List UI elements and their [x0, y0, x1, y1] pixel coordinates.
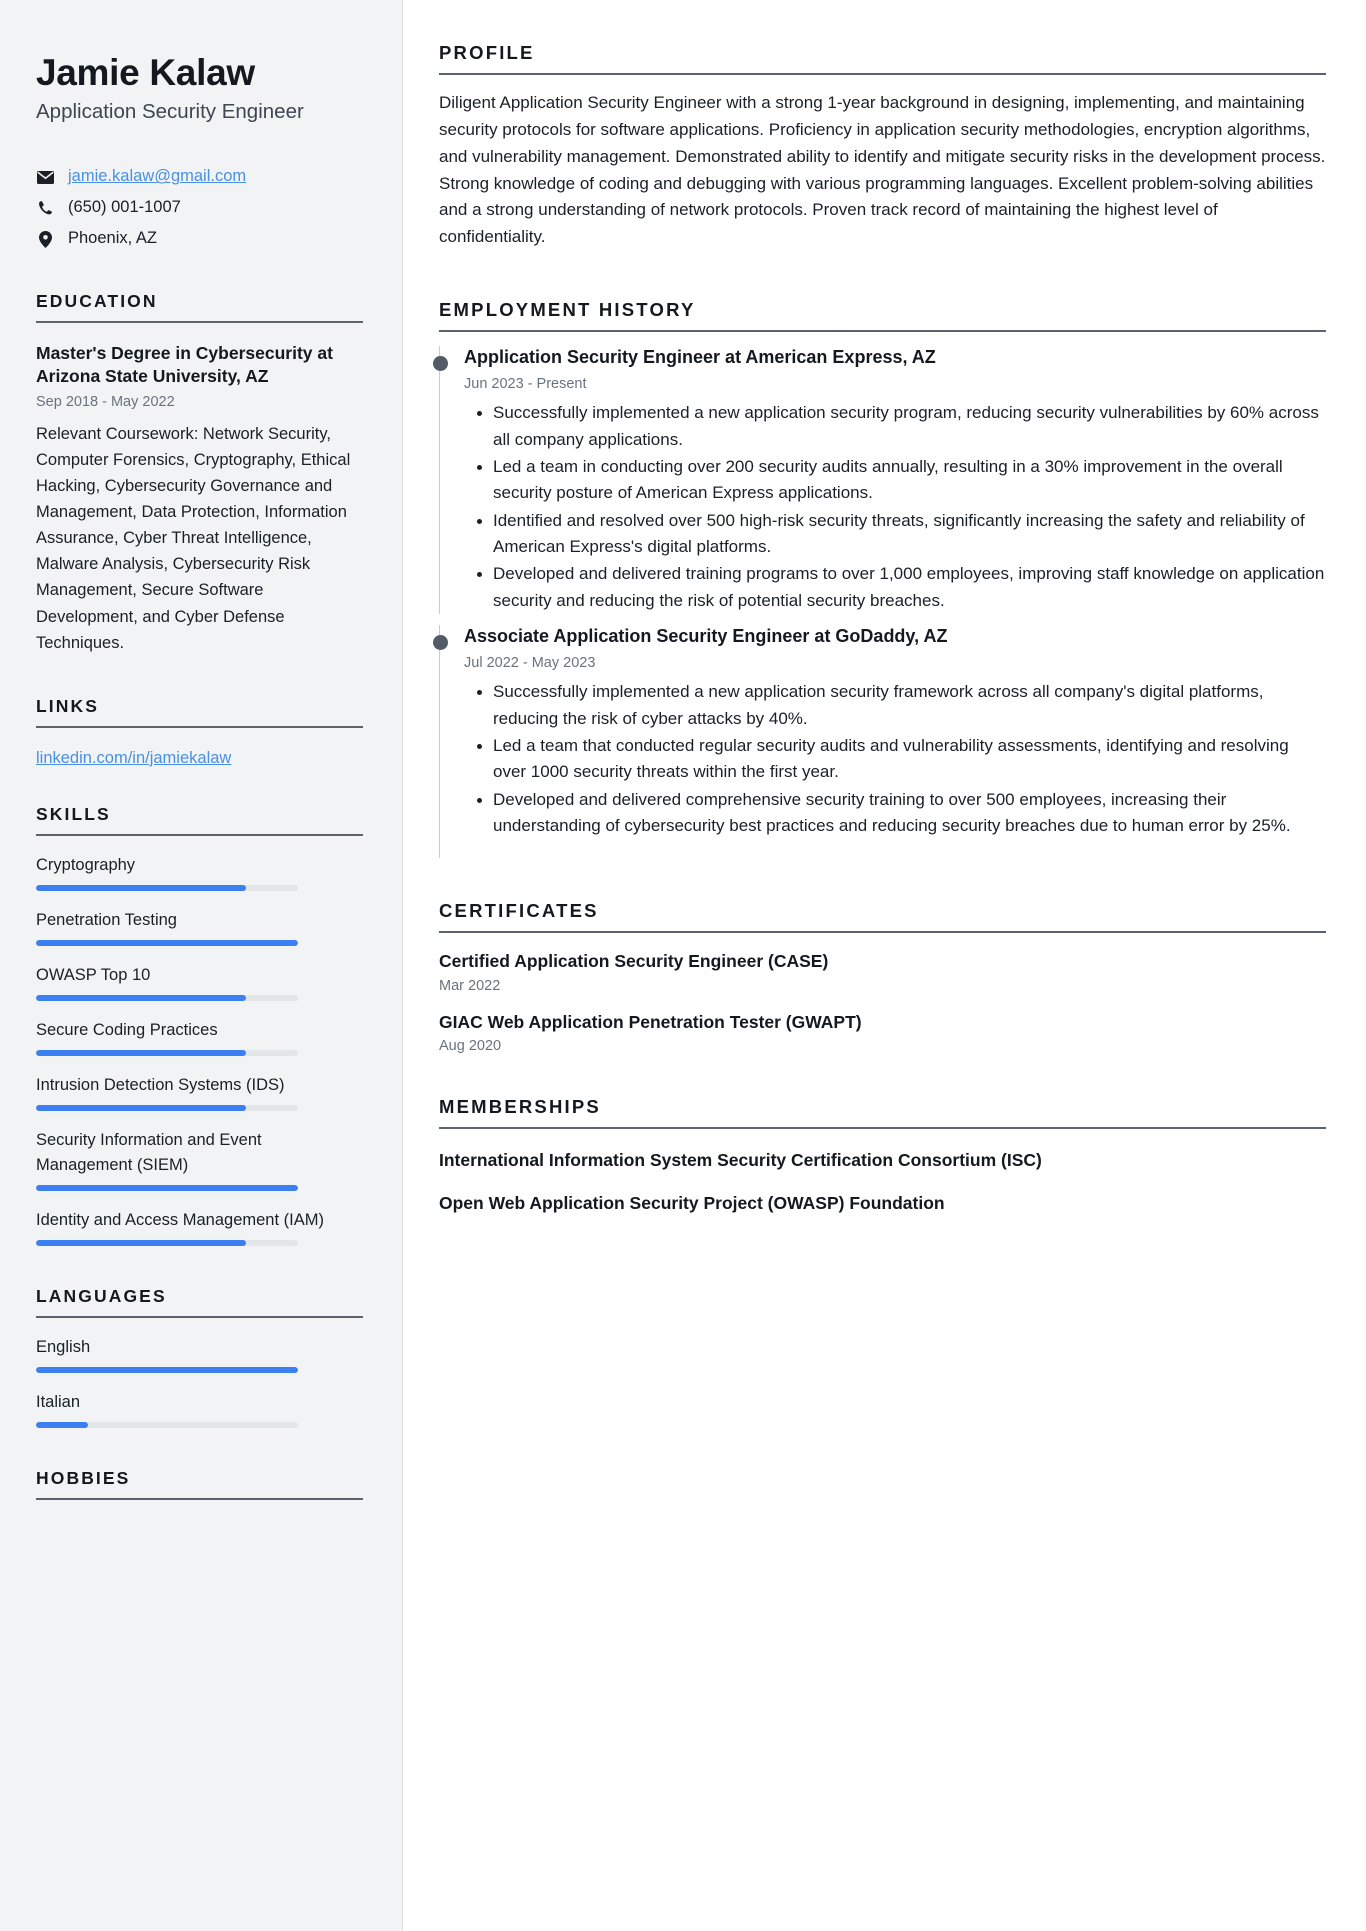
certificate-date: Aug 2020	[439, 1037, 502, 1054]
job-title: Associate Application Security Engineer at GoDaddy, AZ	[464, 626, 948, 647]
membership-item: International Information System Security Certification Consortium (ISC)	[439, 1149, 1042, 1170]
skill-bar-fill	[36, 995, 246, 1001]
job-dates: Jul 2022 - May 2023	[464, 654, 596, 671]
skill-bar-fill	[36, 1185, 298, 1191]
job-bullet: Successfully implemented a new application security program, reducing security vulnerabilities by 60% across all company applications.	[491, 400, 1326, 453]
certificate-name: Certified Application Security Engineer (CASE)	[439, 951, 829, 972]
phone-text: (650) 001-1007	[68, 198, 181, 217]
links-heading: LINKS	[36, 695, 99, 716]
certificate-item	[439, 1011, 1326, 1054]
language-label: English	[36, 1338, 91, 1357]
profile-heading: PROFILE	[439, 42, 535, 63]
memberships-rule	[439, 1127, 1326, 1129]
envelope-icon	[36, 171, 55, 184]
job-bullet: Successfully implemented a new application security framework across all company's digital platforms, reducing the risk of cyber attacks by 40%.	[491, 679, 1326, 732]
skill-bar-track	[36, 995, 298, 1001]
certificate-name: GIAC Web Application Penetration Tester (GWAPT)	[439, 1011, 862, 1032]
education-dates: Sep 2018 - May 2022	[36, 394, 175, 411]
skill-bar-track	[36, 1185, 298, 1191]
contact-location-row	[36, 227, 362, 251]
skill-item	[36, 908, 362, 946]
skill-item	[36, 1073, 362, 1111]
employment-entry	[439, 625, 1326, 858]
contact-phone-row	[36, 196, 362, 220]
skill-bar-fill	[36, 885, 246, 891]
job-title: Application Security Engineer at American Express, AZ	[464, 347, 936, 368]
section-hobbies	[36, 1468, 362, 1500]
skill-label: Security Information and Event Management (SIEM)	[36, 1131, 262, 1175]
timeline-dot-icon	[433, 635, 448, 650]
skill-item	[36, 1018, 362, 1056]
language-bar-track	[36, 1367, 298, 1373]
education-item	[36, 342, 362, 656]
section-skills	[36, 804, 362, 1247]
section-education	[36, 291, 362, 656]
language-item	[36, 1390, 362, 1428]
education-rule	[36, 321, 363, 323]
certificate-date: Mar 2022	[439, 977, 501, 994]
linkedin-link[interactable]: linkedin.com/in/jamiekalaw	[36, 748, 232, 767]
skill-label: Identity and Access Management (IAM)	[36, 1211, 324, 1230]
contact-list	[36, 165, 362, 251]
links-rule	[36, 726, 363, 728]
section-memberships	[439, 1096, 1326, 1216]
memberships-heading: MEMBERSHIPS	[439, 1095, 601, 1117]
contact-email-row[interactable]	[36, 165, 362, 189]
skill-item	[36, 963, 362, 1001]
language-bar-fill	[36, 1367, 298, 1373]
language-item	[36, 1335, 362, 1373]
skill-bar-track	[36, 885, 298, 891]
job-bullet-list	[464, 400, 1326, 614]
skills-heading: SKILLS	[36, 803, 111, 824]
resume-sidebar	[0, 0, 403, 1931]
skill-label: Penetration Testing	[36, 910, 177, 929]
education-description: Relevant Coursework: Network Security, Computer Forensics, Cryptography, Ethical Hacking, Cybersecurity Governance and Management, Data Protection, Information Assurance, Cyber Threat Intelligence, Malware Analysis, Cybersecurity Risk Management, Secure Software Development, and Cyber Defense Techniques.	[36, 425, 351, 652]
language-label: Italian	[36, 1393, 81, 1412]
hobbies-heading: HOBBIES	[36, 1468, 131, 1489]
skill-bar-track	[36, 1105, 298, 1111]
skill-label: OWASP Top 10	[36, 965, 151, 984]
section-profile	[439, 42, 1326, 251]
resume-main	[403, 0, 1366, 1931]
certificates-heading: CERTIFICATES	[439, 900, 599, 922]
skill-bar-track	[36, 1050, 298, 1056]
education-degree: Master's Degree in Cybersecurity at Arizona State University, AZ	[36, 343, 333, 387]
job-bullet-list	[464, 679, 1326, 839]
job-dates: Jun 2023 - Present	[464, 375, 587, 392]
phone-icon	[36, 200, 55, 216]
employment-rule	[439, 330, 1326, 332]
skill-bar-fill	[36, 1105, 246, 1111]
employment-heading: EMPLOYMENT HISTORY	[439, 299, 696, 321]
membership-item: Open Web Application Security Project (OWASP) Foundation	[439, 1193, 945, 1214]
certificates-rule	[439, 931, 1326, 933]
employment-timeline	[439, 346, 1326, 858]
job-bullet: Led a team that conducted regular security audits and vulnerability assessments, identifying and resolving over 1000 security threats within the first year.	[491, 733, 1326, 786]
skill-bar-fill	[36, 1240, 246, 1246]
skill-label: Secure Coding Practices	[36, 1020, 218, 1039]
candidate-name: Jamie Kalaw	[36, 52, 255, 93]
skill-item	[36, 1128, 362, 1191]
language-bar-fill	[36, 1422, 88, 1428]
skill-bar-track	[36, 1240, 298, 1246]
skill-bar-track	[36, 940, 298, 946]
skill-label: Cryptography	[36, 855, 136, 874]
skill-bar-fill	[36, 1050, 246, 1056]
job-bullet: Led a team in conducting over 200 security audits annually, resulting in a 30% improvement in the overall security posture of American Express applications.	[491, 454, 1326, 507]
employment-entry	[439, 346, 1326, 614]
job-bullet: Developed and delivered training programs to over 1,000 employees, improving staff knowledge on application security and reducing the risk of potential security breaches.	[491, 561, 1326, 614]
profile-text: Diligent Application Security Engineer with a strong 1-year background in designing, implementing, and maintaining security protocols for software applications. Proficiency in application security methodologies, encryption algorithms, and vulnerability management. Demonstrated ability to identify and mitigate security risks in the development process. Strong knowledge of coding and debugging with various programming languages. Excellent problem-solving abilities and a strong understanding of network protocols. Proven track record of maintaining the highest level of confidentiality.	[439, 93, 1326, 247]
job-bullet: Identified and resolved over 500 high-risk security threats, significantly increasing the safety and reliability of American Express's digital platforms.	[491, 508, 1326, 561]
certificate-item	[439, 950, 1326, 993]
languages-rule	[36, 1316, 363, 1318]
candidate-job-title: Application Security Engineer	[36, 100, 304, 124]
map-pin-icon	[36, 231, 55, 248]
timeline-dot-icon	[433, 356, 448, 371]
location-text: Phoenix, AZ	[68, 229, 157, 248]
hobbies-rule	[36, 1498, 363, 1500]
languages-heading: LANGUAGES	[36, 1286, 167, 1307]
section-languages	[36, 1286, 362, 1428]
skill-item	[36, 853, 362, 891]
section-employment-history	[439, 299, 1326, 858]
education-heading: EDUCATION	[36, 291, 158, 312]
job-bullet: Developed and delivered comprehensive security training to over 500 employees, increasing their understanding of cybersecurity best practices and reducing security breaches due to human error by 25%.	[491, 787, 1326, 840]
language-bar-track	[36, 1422, 298, 1428]
skill-label: Intrusion Detection Systems (IDS)	[36, 1075, 285, 1094]
skill-item	[36, 1208, 362, 1246]
profile-rule	[439, 73, 1326, 75]
section-certificates	[439, 900, 1326, 1053]
timeline-tail	[464, 840, 1326, 858]
email-link[interactable]: jamie.kalaw@gmail.com	[68, 167, 247, 186]
skill-bar-fill	[36, 940, 298, 946]
section-links	[36, 696, 362, 768]
skills-rule	[36, 834, 363, 836]
